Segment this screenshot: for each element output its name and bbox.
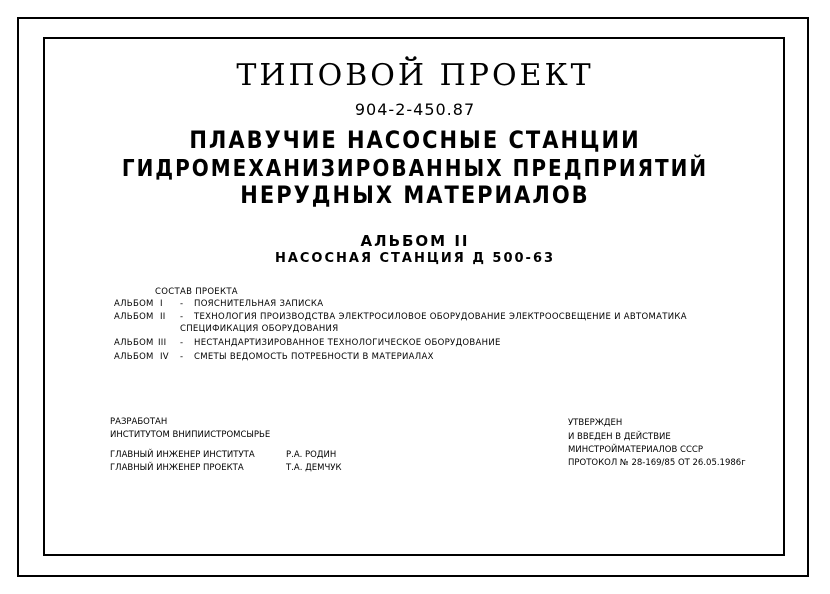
composition-number: III [158, 338, 167, 348]
composition-dash: - [180, 338, 184, 348]
composition-label: АЛЬБОМ [114, 338, 154, 348]
composition-dash: - [180, 299, 184, 309]
composition-text: СПЕЦИФИКАЦИЯ ОБОРУДОВАНИЯ [180, 324, 339, 334]
approved-label: УТВЕРЖДЕН [568, 418, 623, 428]
composition-text: НЕСТАНДАРТИЗИРОВАННОЕ ТЕХНОЛОГИЧЕСКОЕ ОБОРУДОВАНИЕ [194, 338, 501, 348]
composition-dash: - [180, 352, 184, 362]
developed-label: РАЗРАБОТАН [110, 417, 168, 427]
heading-line-1: ПЛАВУЧИЕ НАСОСНЫЕ СТАНЦИИ [189, 126, 641, 154]
approved-line2: И ВВЕДЕН В ДЕЙСТВИЕ [568, 432, 671, 442]
heading-line-2: ГИДРОМЕХАНИЗИРОВАННЫХ ПРЕДПРИЯТИЙ [121, 154, 709, 182]
developed-institute: ИНСТИТУТОМ ВНИПИИСТРОМСЫРЬЕ [110, 430, 271, 440]
composition-text: ТЕХНОЛОГИЯ ПРОИЗВОДСТВА ЭЛЕКТРОСИЛОВОЕ ОБОРУДОВАНИЕ ЭЛЕКТРООСВЕЩЕНИЕ И АВТОМАТИКА [194, 312, 687, 322]
composition-header: СОСТАВ ПРОЕКТА [155, 287, 238, 297]
chief-engineer-institute-role: ГЛАВНЫЙ ИНЖЕНЕР ИНСТИТУТА [110, 450, 255, 460]
project-code: 904-2-450.87 [354, 100, 476, 119]
chief-engineer-institute-name: Р.А. РОДИН [286, 450, 337, 460]
chief-engineer-project-role: ГЛАВНЫЙ ИНЖЕНЕР ПРОЕКТА [110, 463, 244, 473]
composition-label: АЛЬБОМ [114, 312, 154, 322]
heading-line-3: НЕРУДНЫХ МАТЕРИАЛОВ [240, 181, 590, 209]
page-title: ТИПОВОЙ ПРОЕКТ [236, 58, 594, 93]
station-title: НАСОСНАЯ СТАНЦИЯ Д 500-63 [274, 251, 556, 266]
composition-label: АЛЬБОМ [114, 352, 154, 362]
composition-dash: - [180, 312, 184, 322]
composition-label: АЛЬБОМ [114, 299, 154, 309]
composition-text: СМЕТЫ ВЕДОМОСТЬ ПОТРЕБНОСТИ В МАТЕРИАЛАХ [194, 352, 434, 362]
composition-number: I [160, 299, 163, 309]
chief-engineer-project-name: Т.А. ДЕМЧУК [286, 463, 342, 473]
album-title: АЛЬБОМ II [360, 232, 470, 250]
composition-text: ПОЯСНИТЕЛЬНАЯ ЗАПИСКА [194, 299, 324, 309]
approved-ministry: МИНСТРОЙМАТЕРИАЛОВ СССР [568, 445, 703, 455]
composition-number: IV [160, 352, 169, 362]
approved-protocol: ПРОТОКОЛ № 28-169/85 ОТ 26.05.1986г [568, 458, 746, 468]
composition-number: II [160, 312, 166, 322]
